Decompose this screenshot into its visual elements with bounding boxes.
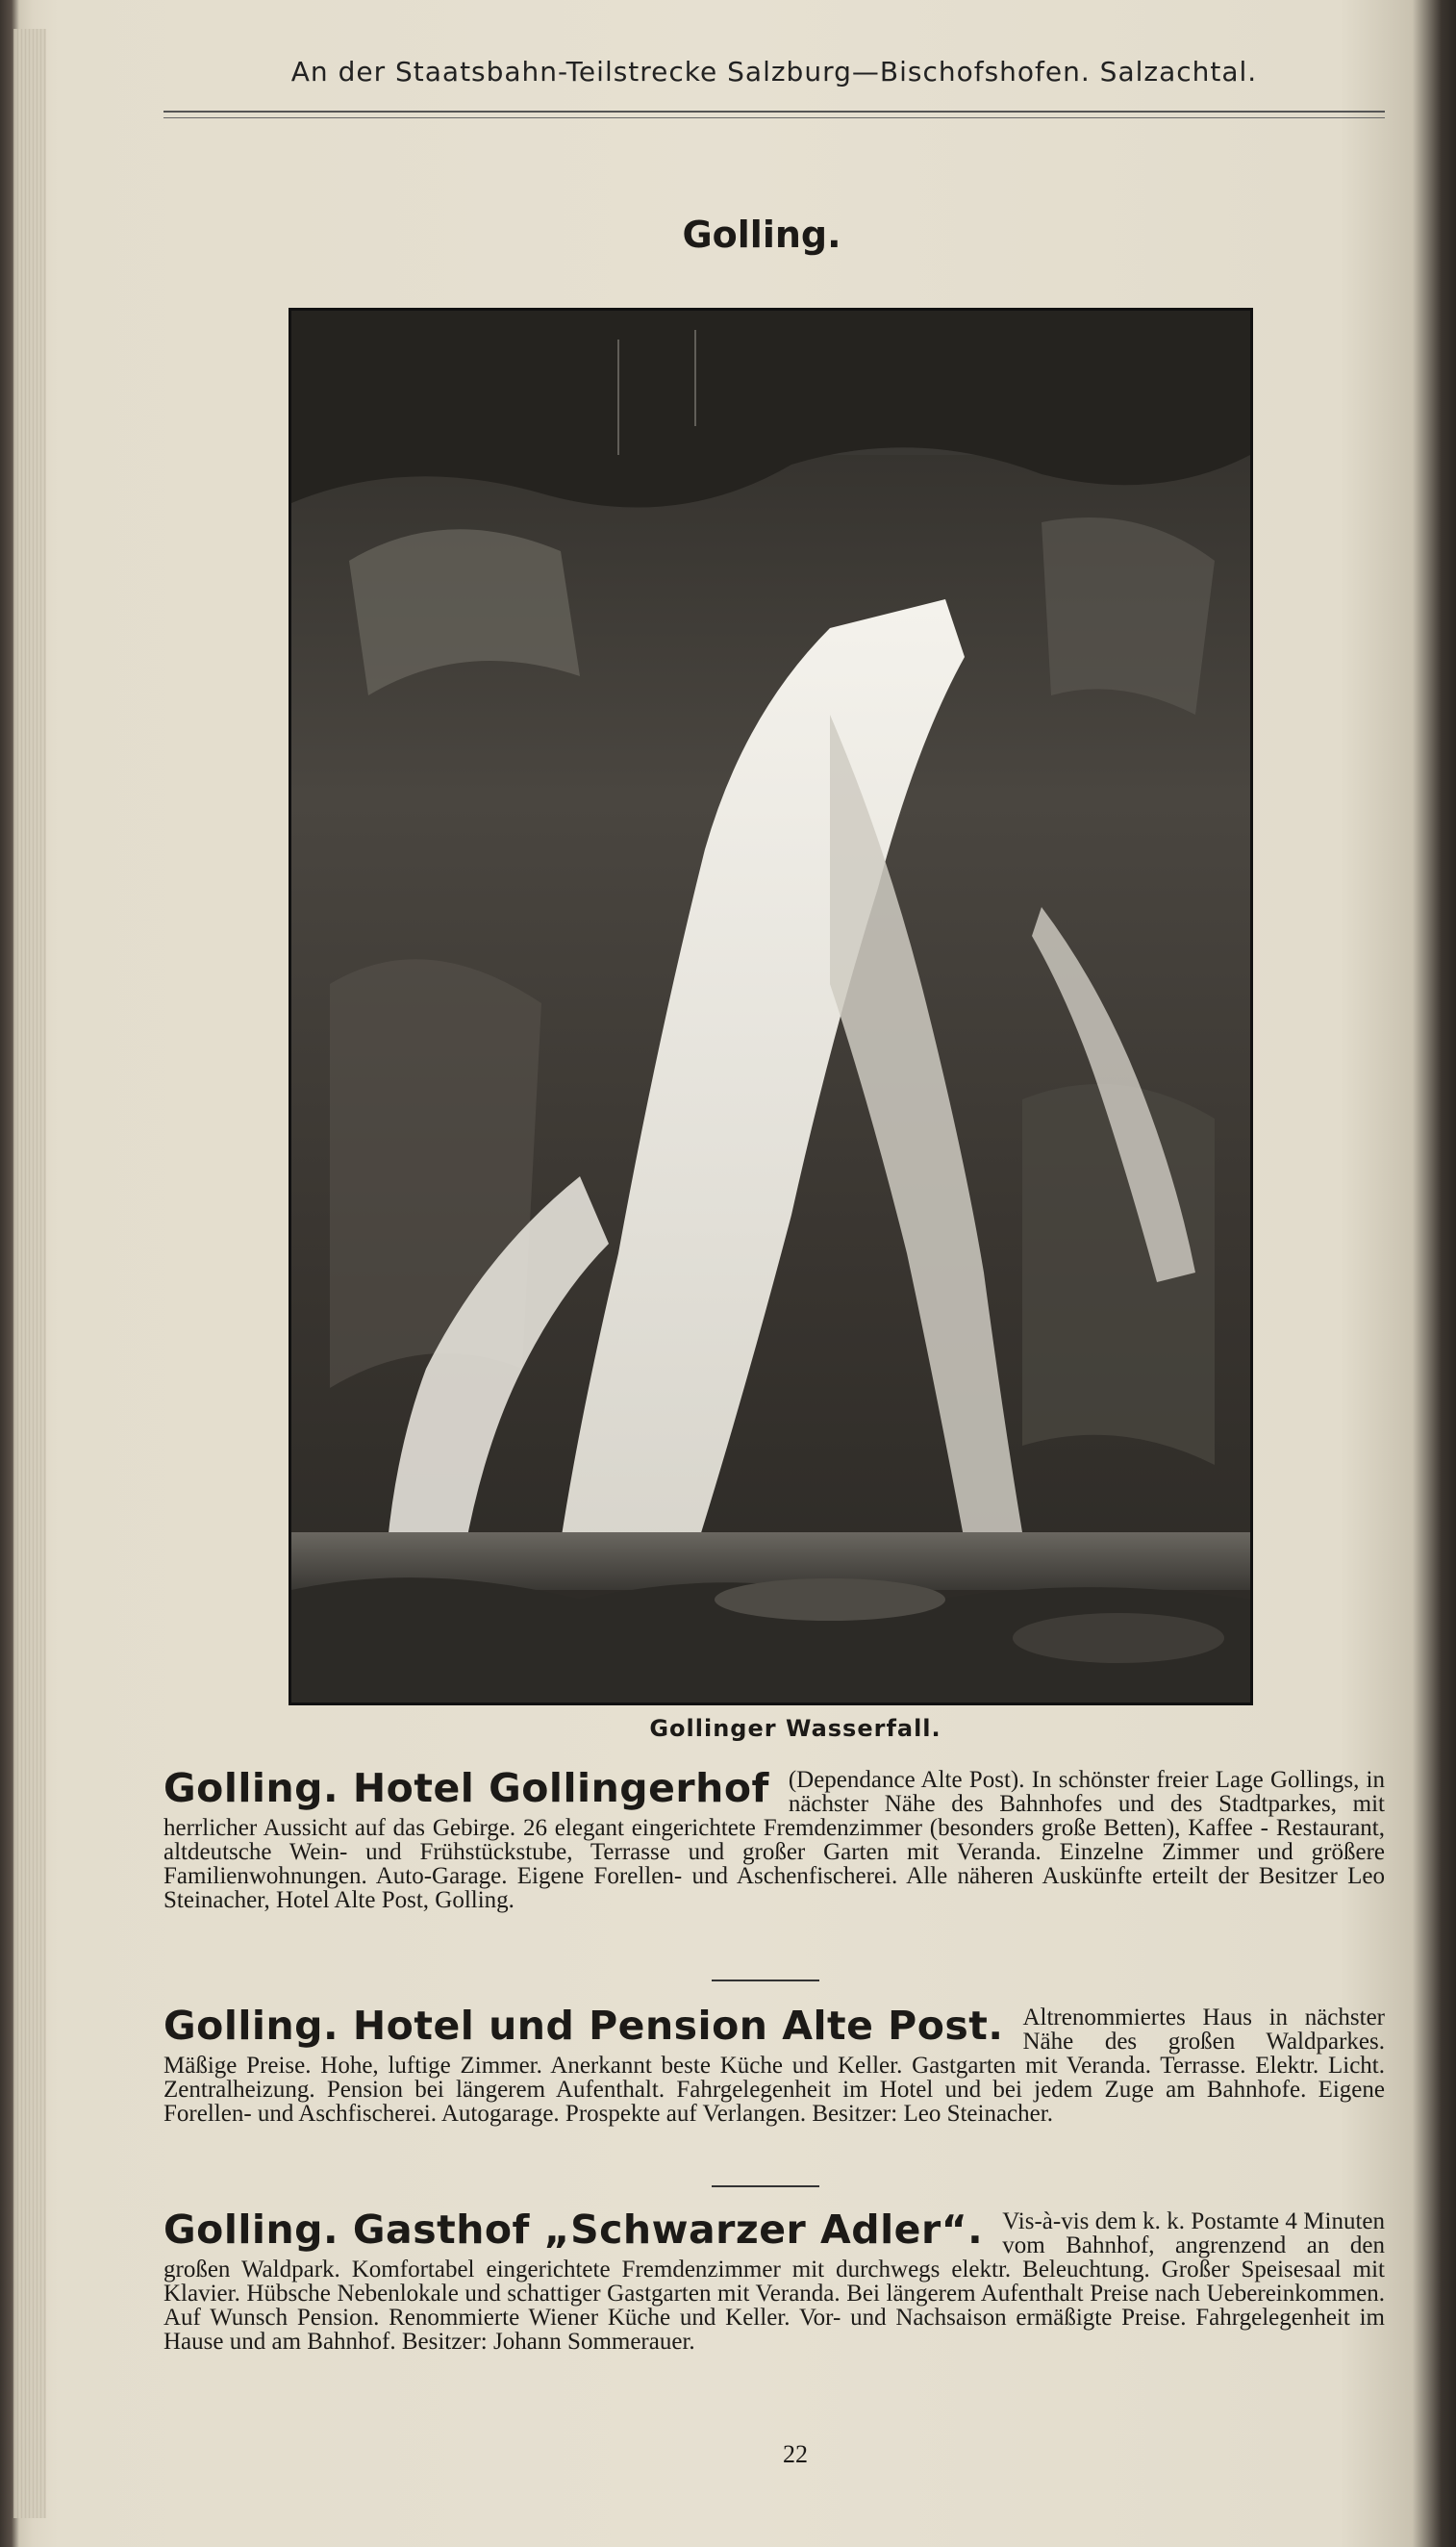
- entry-text: Altrenommiertes Haus in nächster Nähe des großen Waldparkes. Mäßige Preise. Hohe, luftige Zimmer. Anerkannt beste Küche und Keller. Gastgarten mit Veranda. Terrasse. Elektr. Licht. Zentralheizung. Pension bei längerem Aufenthalt. Fahrgelegenheit im Hotel und bei jedem Zuge am Bahnhofe. Eigene Forellen- und Aschfischerei. Autogarage. Prospekte auf Verlangen. Besitzer: Leo Steinacher.: [163, 2005, 1385, 2127]
- running-header: An der Staatsbahn-Teilstrecke Salzburg—Bischofshofen. Salzachtal.: [290, 56, 1258, 88]
- entry-gasthof-schwarzer-adler: [163, 2209, 1385, 2354]
- entry-text: Vis-à-vis dem k. k. Postamte 4 Minuten vom Bahnhof, angrenzend an den großen Waldpark. Komfortabel eingerichtete Fremdenzimmer mit durchwegs elektr. Beleuchtung. Großer Speisesaal mit Klavier. Hübsche Nebenlokale und schattiger Gastgarten mit Veranda. Bei längerem Aufenthalt Preise nach Uebereinkommen. Auf Wunsch Pension. Renommierte Wiener Küche und Keller. Vor- und Nachsaison ermäßigte Preise. Fahrgelegenheit im Hause und am Bahnhof. Besitzer: Johann Sommerauer.: [163, 2208, 1385, 2355]
- header-rule-thin: [163, 117, 1385, 118]
- entry-hotel-alte-post: [163, 2005, 1385, 2126]
- separator: [712, 2185, 819, 2187]
- entry-hotel-gollingerhof: [163, 1765, 1385, 1913]
- entry-heading: Golling. Gasthof „Schwarzer Adler“.: [163, 2207, 984, 2253]
- page-number: 22: [783, 2440, 808, 2468]
- waterfall-photo: [289, 308, 1253, 1705]
- page-title: Golling.: [682, 214, 841, 256]
- page: [38, 0, 1433, 2547]
- header-rule: [163, 111, 1385, 113]
- photo-caption: Gollinger Wasserfall.: [649, 1715, 941, 1742]
- entry-text: (Dependance Alte Post). In schönster freier Lage Gollings, in nächster Nähe des Bahnhofes und des Stadtparkes, mit herrlicher Aussicht auf das Gebirge. 26 elegant eingerichtete Fremdenzimmer (besonders große Betten), Kaffee - Restaurant, altdeutsche Wein- und Frühstückstube, Terrasse und großer Garten mit Veranda. Einzelne Zimmer und größere Familienwohnungen. Auto-Garage. Eigene Forellen- und Aschenfischerei. Alle näheren Auskünfte erteilt der Besitzer Leo Steinacher, Hotel Alte Post, Golling.: [163, 1767, 1385, 1913]
- separator: [712, 1980, 819, 1981]
- waterfall-illustration: [291, 311, 1250, 1702]
- entry-heading: Golling. Hotel und Pension Alte Post.: [163, 2003, 1004, 2049]
- entry-heading: Golling. Hotel Gollingerhof: [163, 1765, 769, 1811]
